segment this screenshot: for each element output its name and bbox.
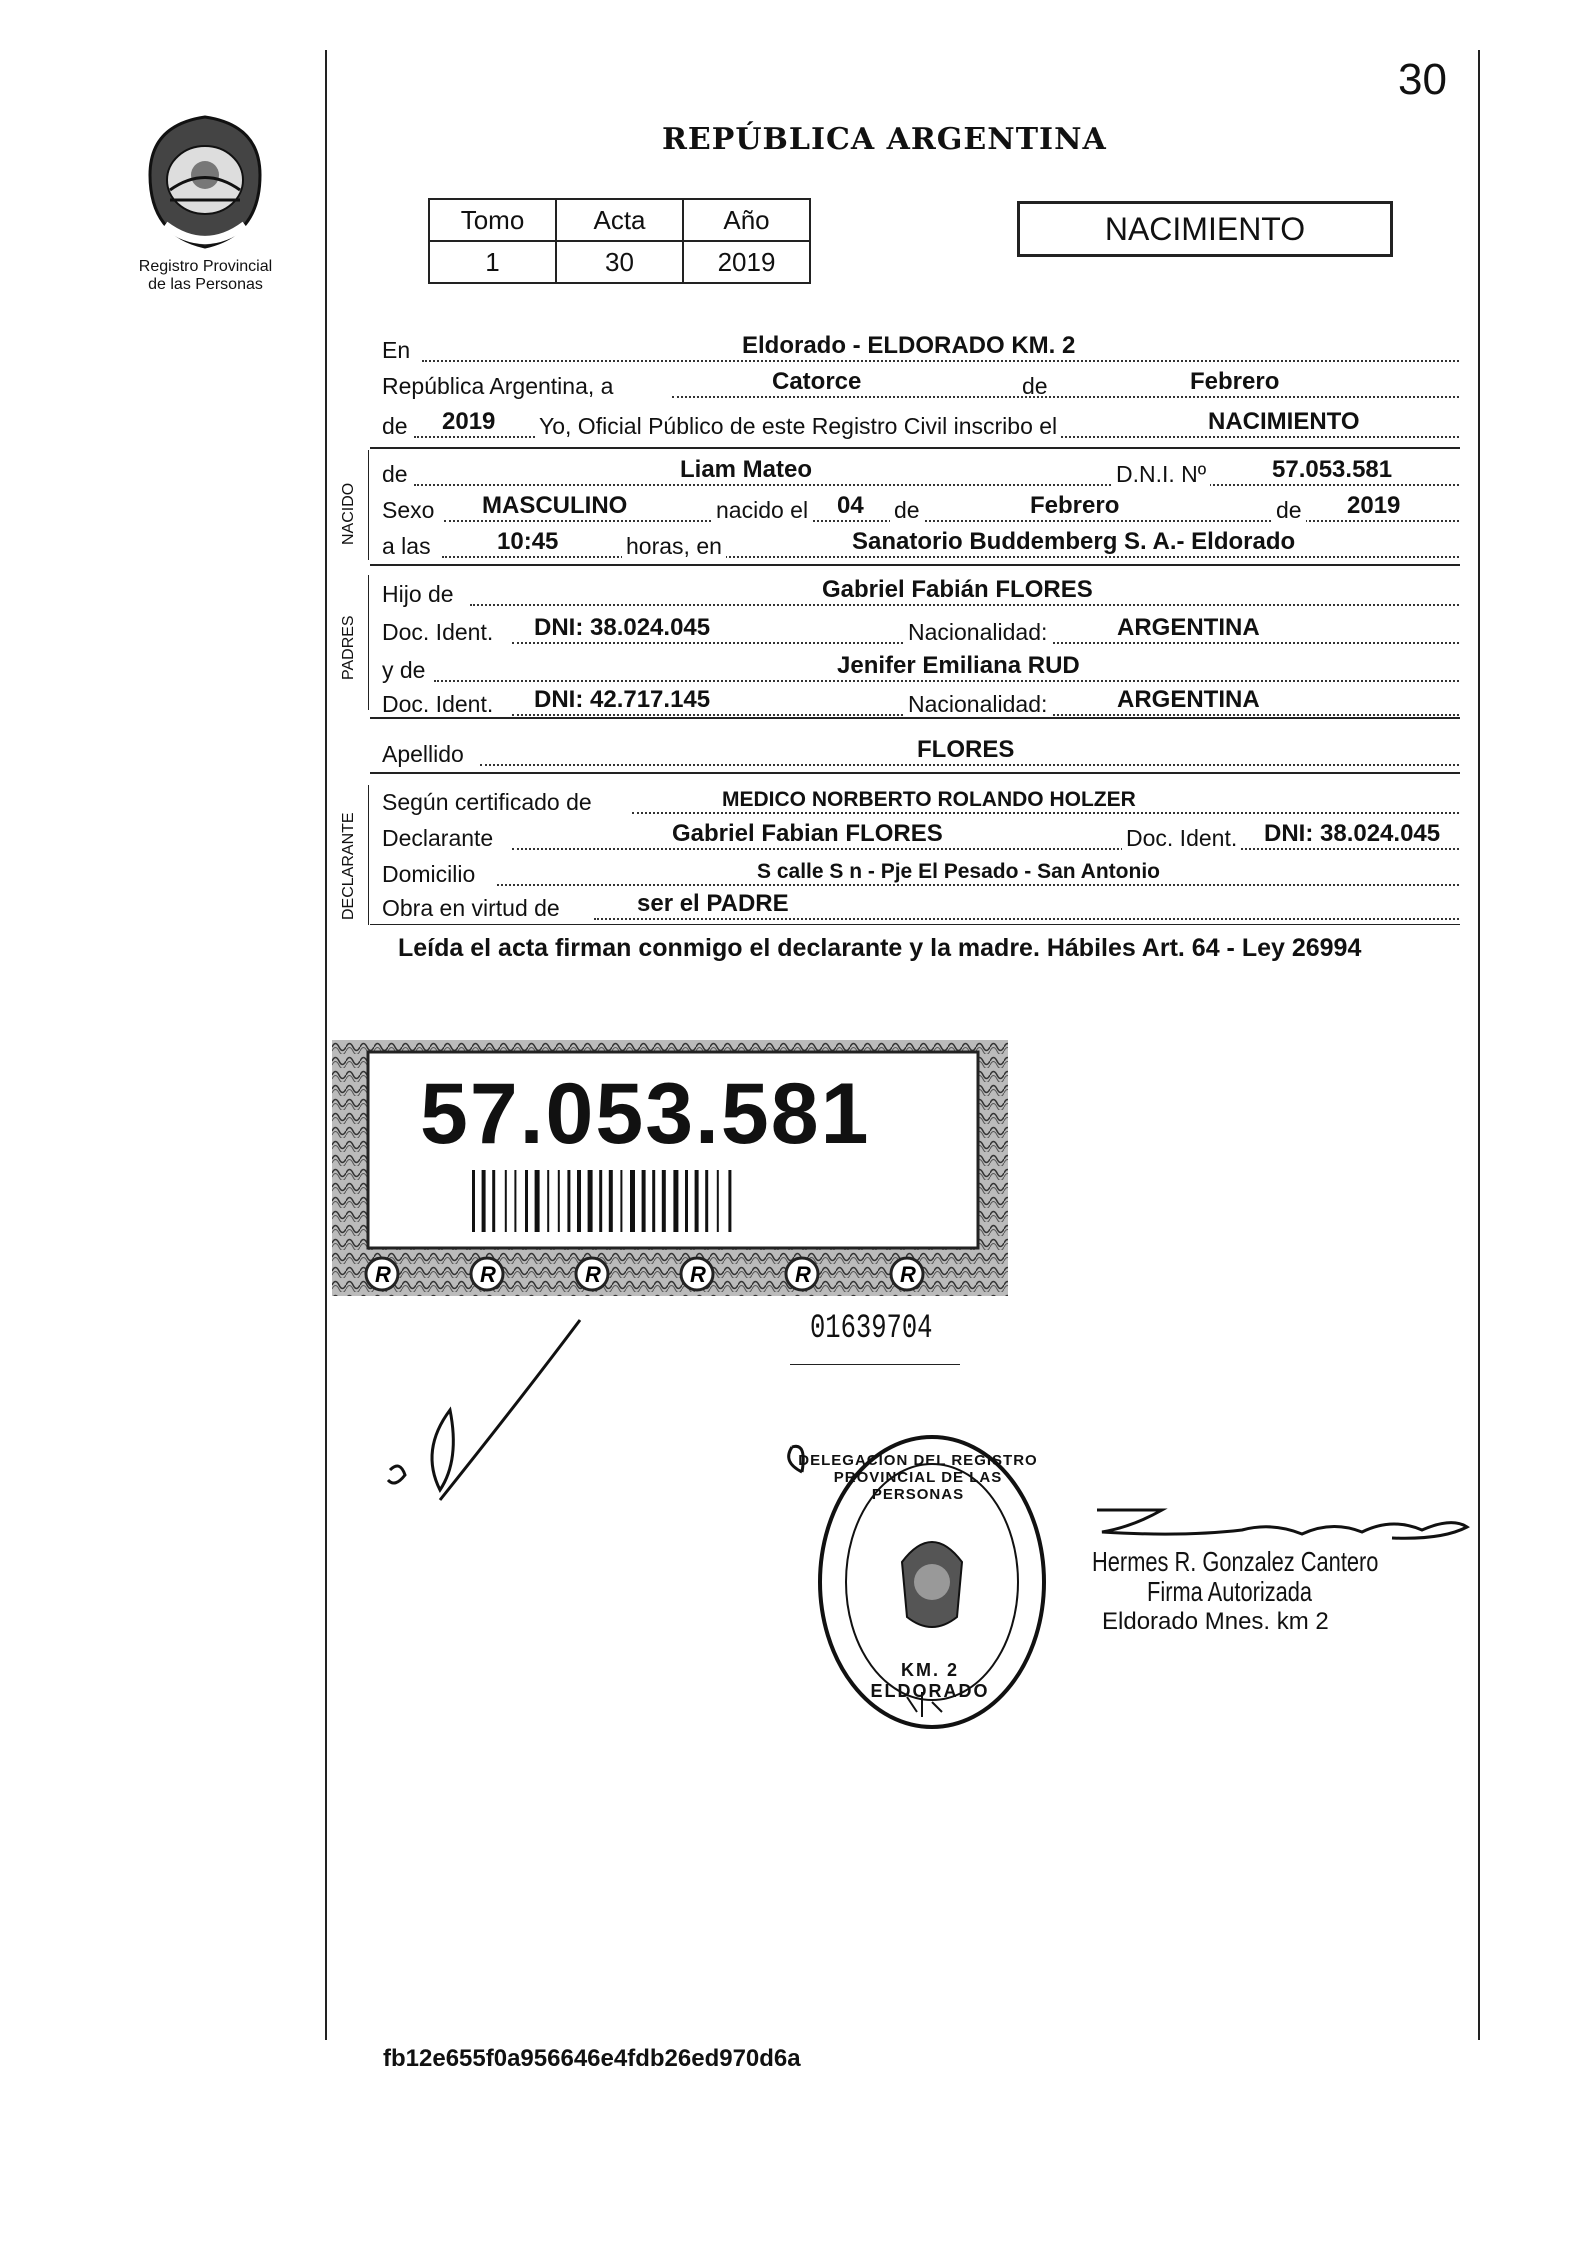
row-father bbox=[382, 572, 1459, 608]
reference-header-tomo: Tomo bbox=[429, 199, 556, 241]
nacido-label: nacido el bbox=[712, 497, 812, 524]
dni-label: D.N.I. Nº bbox=[1112, 461, 1210, 488]
side-label-declarante: DECLARANTE bbox=[340, 812, 357, 920]
id-card-mark bbox=[891, 1258, 923, 1290]
id-card-mark-text: R bbox=[480, 1262, 496, 1287]
declarante-name: Gabriel Fabian FLORES bbox=[672, 820, 943, 847]
father-doc-label: Doc. Ident. bbox=[382, 619, 494, 645]
horas-label: horas, en bbox=[622, 533, 726, 560]
apellido-label: Apellido bbox=[382, 741, 464, 767]
stamp-outer-text: DELEGACION DEL REGISTRO PROVINCIAL DE LAS PERSONAS bbox=[798, 1452, 1038, 1503]
registration-act: NACIMIENTO bbox=[1208, 408, 1360, 435]
birth-year: 2019 bbox=[1347, 492, 1401, 519]
section-rule-4 bbox=[370, 772, 1460, 774]
declarante-doc: DNI: 38.024.045 bbox=[1264, 820, 1441, 847]
barcode-bar bbox=[558, 1170, 560, 1232]
reference-value-acta: 30 bbox=[556, 241, 683, 283]
sexo-label: Sexo bbox=[382, 497, 435, 523]
signatory-name: Hermes R. Gonzalez Cantero bbox=[1092, 1546, 1379, 1577]
id-card-mark-text: R bbox=[900, 1262, 916, 1287]
reference-value-ano: 2019 bbox=[683, 241, 810, 283]
birth-day: 04 bbox=[837, 492, 864, 519]
padres-bracket bbox=[368, 575, 369, 710]
id-card-mark-text: R bbox=[585, 1262, 601, 1287]
id-card-mark bbox=[576, 1258, 608, 1290]
republica-label: República Argentina, a bbox=[382, 373, 614, 399]
id-card-mark bbox=[471, 1258, 503, 1290]
barcode-bar bbox=[642, 1170, 646, 1232]
serial-number: 01639704 bbox=[810, 1310, 933, 1348]
reference-value-row bbox=[429, 241, 810, 283]
signatory-role: Firma Autorizada bbox=[1147, 1576, 1313, 1607]
mother-nationality: ARGENTINA bbox=[1117, 686, 1260, 713]
row-inscribo bbox=[382, 404, 1459, 440]
barcode-bar bbox=[662, 1170, 666, 1232]
declarante-doc-label: Doc. Ident. bbox=[1122, 825, 1241, 852]
mother-doc: DNI: 42.717.145 bbox=[534, 686, 711, 713]
declarant-signature-icon bbox=[380, 1310, 600, 1510]
registration-year: 2019 bbox=[442, 408, 496, 435]
barcode-bar bbox=[652, 1170, 655, 1232]
barcode-bar bbox=[630, 1170, 635, 1232]
section-rule-3 bbox=[370, 717, 1460, 719]
barcode-bar bbox=[472, 1170, 475, 1232]
barcode-bar bbox=[567, 1170, 570, 1232]
barcode-bar bbox=[599, 1170, 602, 1232]
id-card-mark bbox=[366, 1258, 398, 1290]
registry-label bbox=[118, 258, 293, 294]
mother-doc-label: Doc. Ident. bbox=[382, 691, 494, 717]
act-type-box: NACIMIENTO bbox=[1017, 201, 1393, 257]
registration-place: Eldorado - ELDORADO KM. 2 bbox=[742, 332, 1076, 359]
barcode-bar bbox=[505, 1170, 507, 1232]
father-nationality-label: Nacionalidad: bbox=[904, 619, 1051, 646]
obra-value: ser el PADRE bbox=[637, 890, 789, 917]
registry-label-line2: de las Personas bbox=[148, 276, 263, 293]
barcode-bar bbox=[535, 1170, 540, 1232]
barcode-bar bbox=[588, 1170, 593, 1232]
id-card-mark-text: R bbox=[795, 1262, 811, 1287]
domicilio-value: S calle S n - Pje El Pesado - San Antonio bbox=[757, 860, 1160, 883]
row-apellido bbox=[382, 732, 1459, 768]
reference-value-tomo: 1 bbox=[429, 241, 556, 283]
id-card-mark bbox=[786, 1258, 818, 1290]
mother-name: Jenifer Emiliana RUD bbox=[837, 652, 1080, 679]
barcode-bar bbox=[609, 1170, 613, 1232]
de-year-label: de bbox=[382, 413, 408, 439]
de-birth-label: de bbox=[890, 497, 924, 524]
barcode-bar bbox=[547, 1170, 549, 1232]
row-mother bbox=[382, 648, 1459, 684]
father-doc: DNI: 38.024.045 bbox=[534, 614, 711, 641]
hijo-label: Hijo de bbox=[382, 581, 454, 607]
child-sex: MASCULINO bbox=[482, 492, 628, 519]
registry-emblem-icon bbox=[130, 105, 280, 255]
birth-time: 10:45 bbox=[497, 528, 559, 555]
en-label: En bbox=[382, 337, 411, 363]
row-obra bbox=[382, 886, 1459, 922]
row-date bbox=[382, 364, 1459, 400]
barcode-bar bbox=[577, 1170, 581, 1232]
y-de-label: y de bbox=[382, 657, 426, 683]
official-signature-icon bbox=[1092, 1502, 1472, 1552]
registration-day: Catorce bbox=[772, 368, 862, 395]
de-name-label: de bbox=[382, 461, 408, 487]
declarante-label: Declarante bbox=[382, 825, 494, 851]
obra-label: Obra en virtud de bbox=[382, 895, 560, 921]
row-mother-doc bbox=[382, 682, 1459, 718]
section-rule-1 bbox=[370, 447, 1460, 449]
signatory-place: Eldorado Mnes. km 2 bbox=[1102, 1608, 1329, 1635]
side-label-nacido: NACIDO bbox=[340, 482, 357, 545]
de-birth-year-label: de bbox=[1272, 497, 1306, 524]
inscribo-text: Yo, Oficial Público de este Registro Civil inscribo el bbox=[539, 413, 1058, 439]
child-dni: 57.053.581 bbox=[1272, 456, 1393, 483]
left-margin-line bbox=[325, 50, 327, 2040]
birth-month: Febrero bbox=[1030, 492, 1120, 519]
barcode-bar bbox=[525, 1170, 528, 1232]
page-number: 30 bbox=[1398, 55, 1447, 104]
reference-header-acta: Acta bbox=[556, 199, 683, 241]
barcode-bar bbox=[620, 1170, 622, 1232]
barcode-bar bbox=[705, 1170, 708, 1232]
registry-label-line1: Registro Provincial bbox=[138, 258, 273, 275]
barcode-bar bbox=[695, 1170, 699, 1232]
id-card-mark bbox=[681, 1258, 713, 1290]
nacido-bracket bbox=[368, 450, 369, 560]
row-certificado bbox=[382, 780, 1459, 816]
father-name: Gabriel Fabián FLORES bbox=[822, 576, 1093, 603]
barcode-bar bbox=[728, 1170, 731, 1232]
domicilio-label: Domicilio bbox=[382, 861, 476, 887]
child-name: Liam Mateo bbox=[680, 456, 813, 483]
section-rule-5 bbox=[370, 924, 1460, 925]
a-las-label: a las bbox=[382, 533, 431, 559]
row-sexo bbox=[382, 488, 1459, 524]
row-domicilio bbox=[382, 852, 1459, 888]
declarante-bracket bbox=[368, 785, 369, 925]
row-father-doc bbox=[382, 610, 1459, 646]
id-card-number: 57.053.581 bbox=[420, 1066, 871, 1162]
barcode-bar bbox=[685, 1170, 688, 1232]
row-place bbox=[382, 328, 1459, 364]
reference-header-ano: Año bbox=[683, 199, 810, 241]
barcode-bar bbox=[492, 1170, 495, 1232]
section-rule-2 bbox=[370, 564, 1460, 566]
right-margin-line bbox=[1478, 50, 1480, 2040]
row-time bbox=[382, 524, 1459, 560]
side-label-padres: PADRES bbox=[340, 615, 357, 680]
row-name bbox=[382, 452, 1459, 488]
barcode-bar bbox=[717, 1170, 719, 1232]
id-card-mark-text: R bbox=[375, 1262, 391, 1287]
document-hash: fb12e655f0a956646e4fdb26ed970d6a bbox=[383, 2045, 801, 2072]
id-card-mark-text: R bbox=[690, 1262, 706, 1287]
serial-underline bbox=[790, 1364, 960, 1365]
father-nationality: ARGENTINA bbox=[1117, 614, 1260, 641]
de-label: de bbox=[1022, 373, 1048, 399]
row-declarante bbox=[382, 816, 1459, 852]
mother-nationality-label: Nacionalidad: bbox=[904, 691, 1051, 718]
reference-header-row bbox=[429, 199, 810, 241]
barcode-bar bbox=[514, 1170, 516, 1232]
document-title: REPÚBLICA ARGENTINA bbox=[662, 122, 1107, 157]
barcode-bar bbox=[482, 1170, 486, 1232]
segun-label: Según certificado de bbox=[382, 789, 592, 815]
registration-month: Febrero bbox=[1190, 368, 1280, 395]
barcode-bar bbox=[673, 1170, 678, 1232]
certificado-value: MEDICO NORBERTO ROLANDO HOLZER bbox=[722, 788, 1136, 811]
closing-text: Leída el acta firman conmigo el declarante y la madre. Hábiles Art. 64 - Ley 26994 bbox=[398, 934, 1362, 962]
apellido-value: FLORES bbox=[917, 736, 1015, 763]
stamp-inner-text: KM. 2 ELDORADO bbox=[870, 1660, 990, 1701]
birth-place: Sanatorio Buddemberg S. A.- Eldorado bbox=[852, 528, 1296, 555]
reference-table bbox=[428, 198, 811, 284]
